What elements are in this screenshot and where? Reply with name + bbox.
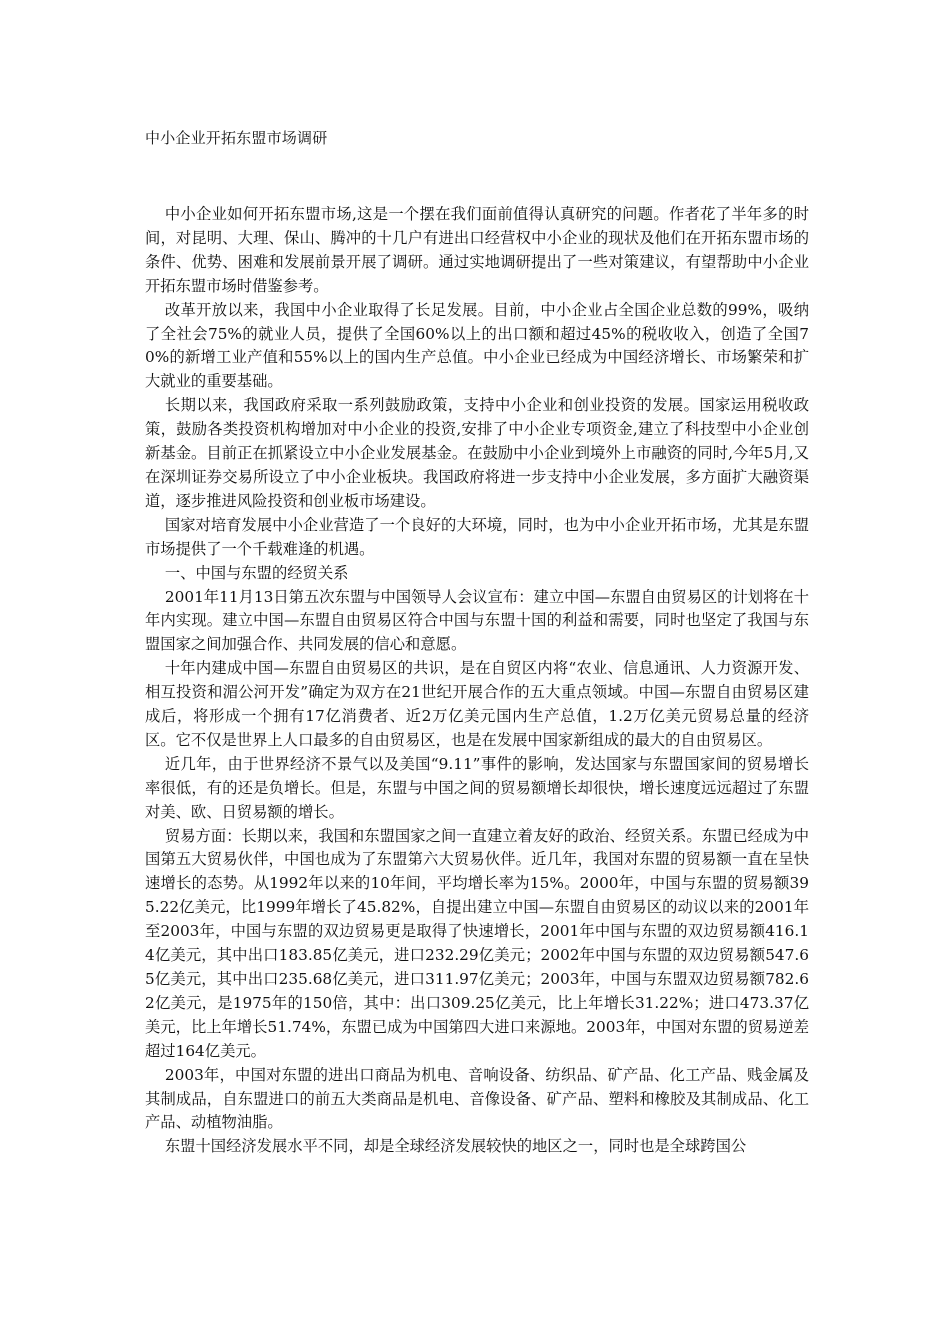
paragraph-government-policy: 长期以来，我国政府采取一系列鼓励政策，支持中小企业和创业投资的发展。国家运用税收政策，鼓励各类投资机构增加对中小企业的投资,安排了中小企业专项资金,建立了科技型中小企业创新基金。目前正在抓紧设立中小企业发展基金。在鼓励中小企业到境外上市融资的同时,今年5月,又在深圳证券交易所设立了中小企业板块。我国政府将进一步支持中小企业发展，多方面扩大融资渠道，逐步推进风险投资和创业板市场建设。 — [145, 396, 809, 510]
paragraph-commodities: 2003年，中国对东盟的进出口商品为机电、音响设备、纺织品、矿产品、化工产品、贱金属及其制成品，自东盟进口的前五大类商品是机电、音像设备、矿产品、塑料和橡胶及其制成品、化工产品、动植物油脂。 — [145, 1065, 809, 1132]
section-heading-trade-relations: 一、中国与东盟的经贸关系 — [164, 563, 349, 582]
document-body — [145, 203, 809, 1159]
paragraph-fta-announcement: 2001年11月13日第五次东盟与中国领导人会议宣布：建立中国—东盟自由贸易区的计划将在十年内实现。建立中国—东盟自由贸易区符合中国与东盟十国的利益和需要，同时也坚定了我国与东盟国家之间加强合作、共同发展的信心和意愿。 — [145, 587, 809, 654]
paragraph-fta-consensus: 十年内建成中国—东盟自由贸易区的共识，是在自贸区内将“农业、信息通讯、人力资源开发、相互投资和湄公河开发”确定为双方在21世纪开展合作的五大重点领域。中国—东盟自由贸易区建成后，将形成一个拥有17亿消费者、近2万亿美元国内生产总值，1.2万亿美元贸易总量的经济区。它不仅是世界上人口最多的自由贸易区，也是在发展中国家新组成的最大的自由贸易区。 — [145, 659, 809, 749]
paragraph-sme-status: 改革开放以来，我国中小企业取得了长足发展。目前，中小企业占全国企业总数的99%，吸纳了全社会75%的就业人员，提供了全国60%以上的出口额和超过45%的税收收入，创造了全国70%的新增工业产值和55%以上的国内生产总值。中小企业已经成为中国经济增长、市场繁荣和扩大就业的重要基础。 — [145, 300, 809, 391]
paragraph-opportunity: 国家对培育发展中小企业营造了一个良好的大环境，同时，也为中小企业开拓市场，尤其是东盟市场提供了一个千载难逢的机遇。 — [145, 515, 809, 558]
paragraph-asean-economy: 东盟十国经济发展水平不同，却是全球经济发展较快的地区之一，同时也是全球跨国公 — [164, 1137, 747, 1156]
paragraph-trade-growth: 近几年，由于世界经济不景气以及美国“9.11”事件的影响，发达国家与东盟国家间的贸易增长率很低，有的还是负增长。但是，东盟与中国之间的贸易额增长却很快，增长速度远远超过了东盟对美、欧、日贸易额的增长。 — [145, 754, 809, 821]
paragraph-intro: 中小企业如何开拓东盟市场,这是一个摆在我们面前值得认真研究的问题。作者花了半年多的时间，对昆明、大理、保山、腾冲的十几户有进出口经营权中小企业的现状及他们在开拓东盟市场的条件、优势、困难和发展前景开展了调研。通过实地调研提出了一些对策建议，有望帮助中小企业开拓东盟市场时借鉴参考。 — [145, 205, 809, 295]
document-title: 中小企业开拓东盟市场调研 — [145, 129, 328, 147]
paragraph-trade-figures: 贸易方面：长期以来，我国和东盟国家之间一直建立着友好的政治、经贸关系。东盟已经成为中国第五大贸易伙伴，中国也成为了东盟第六大贸易伙伴。近几年，我国对东盟的贸易额一直在呈快速增长的态势。从1992年以来的10年间，平均增长率为15%。2000年，中国与东盟的贸易额395.22亿美元，比1999年增长了45.82%，自提出建立中国—东盟自由贸易区的动议以来的2001年至2003年，中国与东盟的双边贸易更是取得了快速增长，2001年中国与东盟的双边贸易额416.14亿美元，其中出口183.85亿美元，进口232.29亿美元；2002年中国与东盟的双边贸易额547.65亿美元，其中出口235.68亿美元，进口311.97亿美元；2003年，中国与东盟双边贸易额782.62亿美元，是1975年的150倍，其中：出口309.25亿美元，比上年增长31.22%；进口473.37亿美元，比上年增长51.74%，东盟已成为中国第四大进口来源地。2003年，中国对东盟的贸易逆差超过164亿美元。 — [145, 826, 809, 1060]
